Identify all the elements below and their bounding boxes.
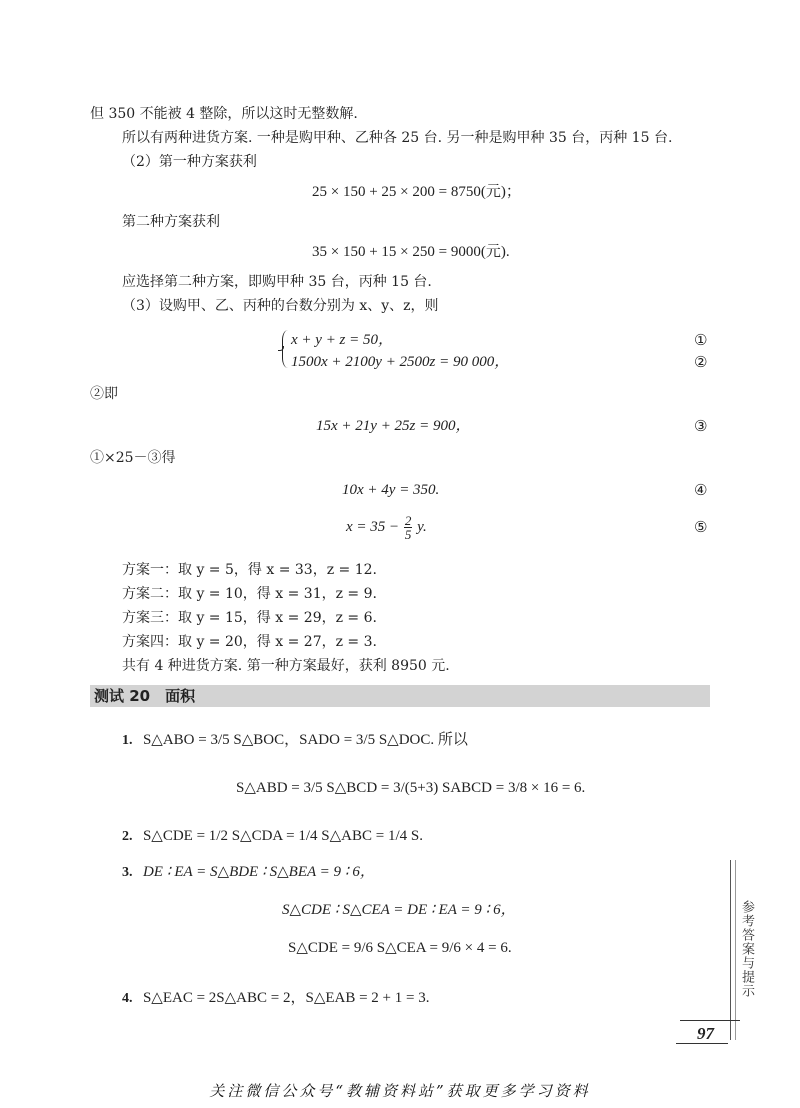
page-number-rule-bottom	[676, 1043, 728, 1044]
text-line-1: 但 350 不能被 4 整除，所以这时无整数解.	[90, 106, 358, 122]
equation-marker-4: ④	[694, 481, 708, 499]
equation-2: 35 × 150 + 15 × 250 = 9000(元).	[312, 244, 510, 260]
system-equation-1: x + y + z = 50，	[291, 332, 394, 348]
item-1-equation: S△ABD = 3/5 S△BCD = 3/(5+3) SABCD = 3/8 × 16 = 6.	[236, 780, 586, 796]
plan-4: 方案四：取 y = 20，得 x = 27，z = 3.	[122, 634, 377, 650]
text-line-6: （3）设购甲、乙、丙种的台数分别为 x、y、z，则	[122, 298, 439, 314]
system-equation-2: 1500x + 2100y + 2500z = 90 000，	[291, 354, 510, 370]
equation-5-left: x = 35 −	[346, 519, 400, 535]
text-line-7: ②即	[90, 386, 118, 402]
plan-summary: 共有 4 种进货方案. 第一种方案最好，获利 8950 元.	[122, 658, 450, 674]
page-number-rule-top	[680, 1020, 740, 1021]
item-1	[122, 731, 468, 750]
text-line-4: 第二种方案获利	[122, 214, 220, 230]
item-number-1: 1.	[122, 733, 133, 748]
item-number-3: 3.	[122, 865, 133, 880]
equation-5	[346, 510, 427, 544]
plan-1: 方案一：取 y = 5，得 x = 33，z = 12.	[122, 562, 377, 578]
text-line-2: 所以有两种进货方案. 一种是购甲种、乙种各 25 台. 另一种是购甲种 35 台，丙种 15 台.	[122, 130, 673, 146]
plan-2: 方案二：取 y = 10，得 x = 31，z = 9.	[122, 586, 377, 602]
footer-notice: 关注微信公众号“教辅资料站”获取更多学习资料	[209, 1082, 591, 1100]
item-2	[122, 827, 423, 846]
plan-3: 方案三：取 y = 15，得 x = 29，z = 6.	[122, 610, 377, 626]
fraction-2-5	[404, 514, 413, 541]
item-3	[122, 863, 375, 882]
item-3-equation-2: S△CDE = 9/6 S△CEA = 9/6 × 4 = 6.	[288, 940, 512, 956]
equation-3: 15x + 21y + 25z = 900，	[316, 418, 471, 434]
item-4	[122, 989, 429, 1008]
equation-marker-3: ③	[694, 417, 708, 435]
section-title: 测试 20 面积	[94, 687, 196, 705]
page-number: 97	[697, 1024, 714, 1043]
item-1-text: S△ABO = 3/5 S△BOC，SADO = 3/5 S△DOC. 所以	[142, 732, 468, 748]
fraction-numerator: 2	[404, 513, 412, 529]
text-line-3: （2）第一种方案获利	[122, 154, 257, 170]
system-brace	[282, 330, 291, 368]
side-section-label: 参考答案与提示	[739, 900, 754, 998]
equation-marker-5: ⑤	[694, 518, 708, 536]
item-3-equation-1: S△CDE ∶ S△CEA = DE ∶ EA = 9 ∶ 6，	[282, 902, 516, 918]
item-number-2: 2.	[122, 829, 133, 844]
text-line-5: 应选择第二种方案，即购甲种 35 台，丙种 15 台.	[122, 274, 432, 290]
item-2-text: S△CDE = 1/2 S△CDA = 1/4 S△ABC = 1/4 S.	[142, 828, 423, 844]
item-number-4: 4.	[122, 991, 133, 1006]
equation-5-right: y.	[417, 519, 427, 535]
equation-marker-2: ②	[694, 353, 708, 371]
equation-1: 25 × 150 + 25 × 200 = 8750(元)；	[312, 184, 521, 200]
fraction-denominator: 5	[404, 527, 412, 543]
side-rule	[730, 860, 731, 1040]
item-3-text: DE ∶ EA = S△BDE ∶ S△BEA = 9 ∶ 6，	[142, 864, 375, 880]
text-line-8: ①×25－③得	[90, 450, 176, 466]
equation-4: 10x + 4y = 350.	[342, 482, 440, 498]
equation-marker-1: ①	[694, 331, 708, 349]
item-4-text: S△EAC = 2S△ABC = 2，S△EAB = 2 + 1 = 3.	[142, 990, 430, 1006]
